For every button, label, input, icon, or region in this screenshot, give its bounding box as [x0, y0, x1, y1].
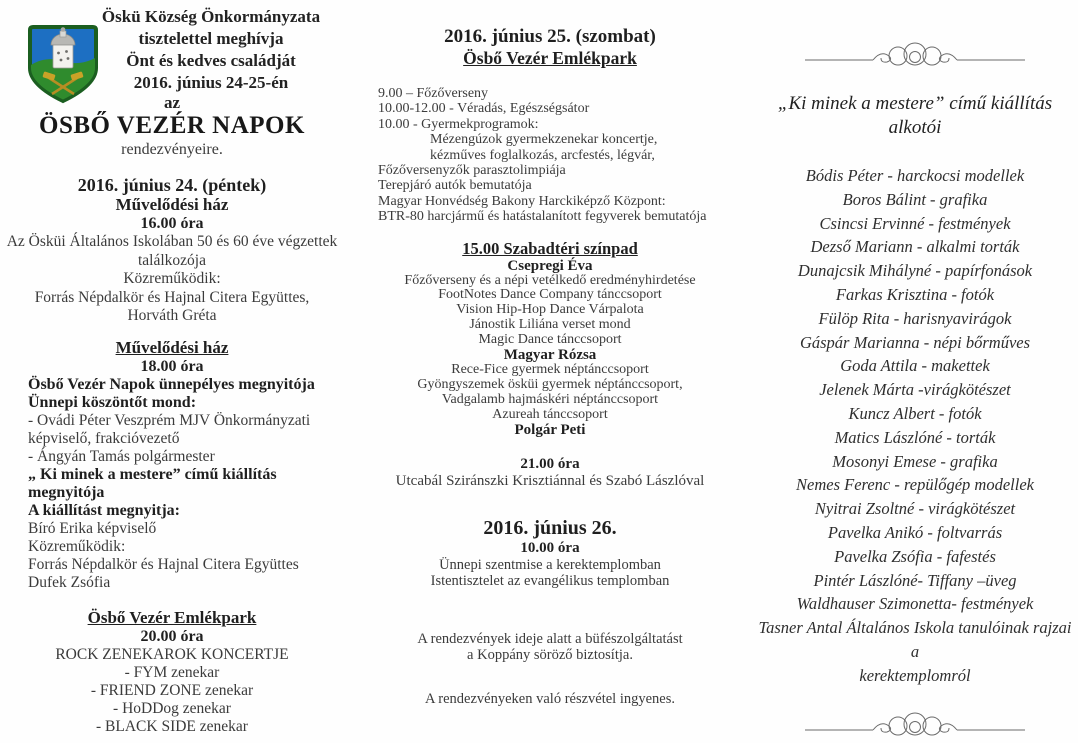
- school-entry-line2: kerektemplomról: [859, 666, 971, 686]
- invitation-line: tisztelettel meghívja: [138, 29, 284, 48]
- artist-entry: Dezső Mariann - alkalmi torták: [810, 237, 1020, 257]
- program-line: Jánostik Liliána verset mond: [469, 317, 631, 333]
- program-line: Mézengúzok gyermekzenekar koncertje,: [430, 132, 658, 148]
- program-line: megnyitója: [28, 483, 105, 501]
- artist-entry: Kuncz Albert - fotók: [848, 403, 982, 423]
- program-line: „ Ki minek a mestere” című kiállítás: [28, 465, 277, 483]
- friday-venue1: Művelődési ház: [115, 195, 229, 214]
- artist-entry: Jelenek Márta -virágkötészet: [819, 380, 1011, 400]
- exhibition-heading: „Ki minek a mestere” című kiállítás alkotói: [777, 93, 1053, 138]
- invitation-line: 2016. június 24-25-én: [133, 73, 289, 92]
- program-line: Ünnepi szentmise a kerektemplomban: [439, 556, 661, 573]
- program-line: - FRIEND ZONE zenekar: [90, 681, 254, 699]
- artist-entry: Mosonyi Emese - grafika: [832, 451, 998, 471]
- program-line: Ösbő Vezér Napok ünnepélyes megnyitója: [28, 375, 315, 393]
- friday-time2: 18.00 óra: [140, 357, 204, 375]
- invitation-connector: az: [163, 93, 181, 112]
- artist-entry: Nyitrai Zsoltné - virágkötészet: [814, 499, 1016, 519]
- program-line: - Ovádi Péter Veszprém MJV Önkormányzati: [28, 411, 311, 429]
- program-line: - HoDDog zenekar: [113, 699, 231, 717]
- program-line: találkozója: [138, 251, 206, 269]
- invitation-closing: rendezvényeire.: [121, 141, 223, 158]
- program-line: képviselő, frakcióvezető: [28, 429, 180, 447]
- program-line: Forrás Népdalkör és Hajnal Citera Együttes: [28, 555, 299, 573]
- artist-entry: Pintér Lászlóné- Tiffany –üveg: [813, 570, 1017, 590]
- artist-entry: Fülöp Rita - harisnyavirágok: [818, 308, 1012, 328]
- opening-ceremony-block: [0, 376, 344, 592]
- program-line: Vision Hip-Hop Dance Várpalota: [456, 302, 644, 318]
- program-line: Terepjáró autók bemutatója: [378, 178, 532, 194]
- school-entry-line1: Tasner Antal Általános Iskola tanulóinak rajzai a: [758, 618, 1072, 662]
- flourish-divider-bottom-icon: [757, 710, 1073, 740]
- program-line: Ünnepi köszöntőt mond:: [28, 393, 197, 411]
- program-line: Közreműködik:: [123, 270, 221, 287]
- invitation-intro: [78, 6, 344, 94]
- saturday-morning-block: [365, 86, 735, 225]
- program-line: FootNotes Dance Company tánccsoport: [438, 287, 662, 303]
- column-friday: [0, 0, 344, 736]
- artist-entry: Bódis Péter - harckocsi modellek: [805, 166, 1025, 185]
- program-line: Rece-Fice gyermek néptánccsoport: [451, 362, 649, 377]
- friday-time3: 20.00 óra: [140, 627, 204, 645]
- program-line: Istentisztelet az evangélikus templomban: [430, 572, 670, 589]
- program-line: Forrás Népdalkör és Hajnal Citera Együttes,: [34, 288, 310, 306]
- performer-name: Polgár Peti: [514, 421, 586, 438]
- program-line: Főzőverseny és a népi vetélkedő eredményhirdetése: [404, 272, 696, 288]
- artist-entry: Matics Lászlóné - torták: [834, 427, 996, 447]
- note-line: a Koppány söröző biztosítja.: [467, 646, 633, 663]
- saturday-venue: Ösbő Vezér Emlékpark: [463, 48, 637, 68]
- program-line: - FYM zenekar: [124, 663, 220, 681]
- artist-entry: Nemes Ferenc - repülőgép modellek: [796, 475, 1034, 495]
- sunday-time: 10.00 óra: [520, 539, 580, 556]
- program-line: Magic Dance tánccsoport: [478, 332, 622, 348]
- artist-entry: Csincsi Ervinné - festmények: [819, 213, 1011, 233]
- free-entry-note: A rendezvényeken való részvétel ingyenes.: [424, 690, 676, 707]
- note-line: A rendezvények ideje alatt a büfészolgáltatást: [417, 630, 683, 647]
- section-friday-evening: [0, 338, 344, 592]
- sunday-date-heading: 2016. június 26.: [483, 516, 617, 539]
- saturday-evening-program: Utcabál Sziránszki Krisztiánnal és Szabó Lászlóval: [395, 472, 705, 489]
- friday-meeting-lines: [0, 233, 344, 326]
- saturday-evening-time: 21.00 óra: [520, 455, 580, 472]
- column-exhibition: [757, 0, 1073, 740]
- invitation-line: Önt és kedves családját: [126, 51, 296, 70]
- rock-concert-lines: [0, 646, 344, 736]
- program-line: 9.00 – Főzőverseny: [378, 86, 489, 101]
- column-saturday: [365, 0, 735, 707]
- stage-program-block: [365, 259, 735, 438]
- artist-entry: Pavelka Zsófia - fafestés: [834, 546, 996, 566]
- program-line: kézműves foglalkozás, arcfestés, légvár,: [430, 147, 655, 163]
- program-line: BTR-80 harcjármű és hatástalanított fegyverek bemutatója: [378, 209, 707, 225]
- coat-of-arms-icon: [26, 24, 100, 104]
- invitation-line: Öskü Község Önkormányzata: [101, 7, 321, 26]
- friday-venue3: Ösbő Vezér Emlékpark: [87, 607, 257, 627]
- program-line: A kiállítást megnyitja:: [28, 501, 180, 519]
- artist-list: [757, 164, 1073, 616]
- artist-entry: Dunajcsik Mihályné - papírfonások: [797, 261, 1033, 281]
- program-line: Magyar Honvédség Bakony Harckiképző Központ:: [378, 193, 666, 209]
- stage-heading: 15.00 Szabadtéri színpad: [462, 238, 638, 258]
- flourish-divider-top-icon: [757, 40, 1073, 70]
- program-line: - BLACK SIDE zenekar: [96, 717, 248, 735]
- program-line: Bíró Erika képviselő: [28, 519, 157, 537]
- program-line: Vadgalamb hajmáskéri néptánccsoport: [441, 391, 659, 407]
- program-line: 10.00-12.00 - Véradás, Egészségsátor: [378, 101, 590, 117]
- program-line: Gyöngyszemek ösküi gyermek néptánccsoport,: [417, 376, 683, 392]
- friday-date-heading: 2016. június 24. (péntek): [77, 175, 267, 195]
- program-line: Az Ösküi Általános Iskolában 50 és 60 éve végzettek: [6, 233, 338, 250]
- saturday-date-heading: 2016. június 25. (szombat): [444, 26, 656, 47]
- section-friday-afternoon: [0, 175, 344, 326]
- performer-name: Csepregi Éva: [507, 257, 593, 274]
- performer-name: Magyar Rózsa: [503, 347, 597, 364]
- artist-entry: Pavelka Anikó - foltvarrás: [827, 522, 1003, 542]
- buffet-note: [365, 631, 735, 663]
- artist-entry: Gáspár Marianna - népi bőrműves: [799, 332, 1031, 352]
- program-line: Horváth Gréta: [127, 307, 217, 324]
- program-line: Azureah tánccsoport: [492, 406, 608, 422]
- program-line: Dufek Zsófia: [28, 573, 111, 591]
- artist-entry: Goda Attila - makettek: [840, 356, 990, 376]
- program-line: - Ángyán Tamás polgármester: [28, 447, 215, 465]
- section-friday-night: [0, 608, 344, 736]
- program-line: 10.00 - Gyermekprogramok:: [378, 116, 539, 132]
- artist-entry: Farkas Krisztina - fotók: [835, 284, 995, 304]
- program-line: Közreműködik:: [28, 537, 126, 555]
- program-line: Főzőversenyzők parasztolimpiája: [378, 163, 566, 179]
- artist-entry: Waldhauser Szimonetta- festmények: [796, 594, 1034, 614]
- friday-venue2: Művelődési ház: [115, 337, 229, 357]
- program-line: ROCK ZENEKAROK KONCERTJE: [55, 645, 289, 663]
- artist-entry: Boros Bálint - grafika: [842, 189, 988, 209]
- event-title: ÖSBŐ VEZÉR NAPOK: [39, 112, 305, 139]
- friday-time1: 16.00 óra: [140, 215, 204, 232]
